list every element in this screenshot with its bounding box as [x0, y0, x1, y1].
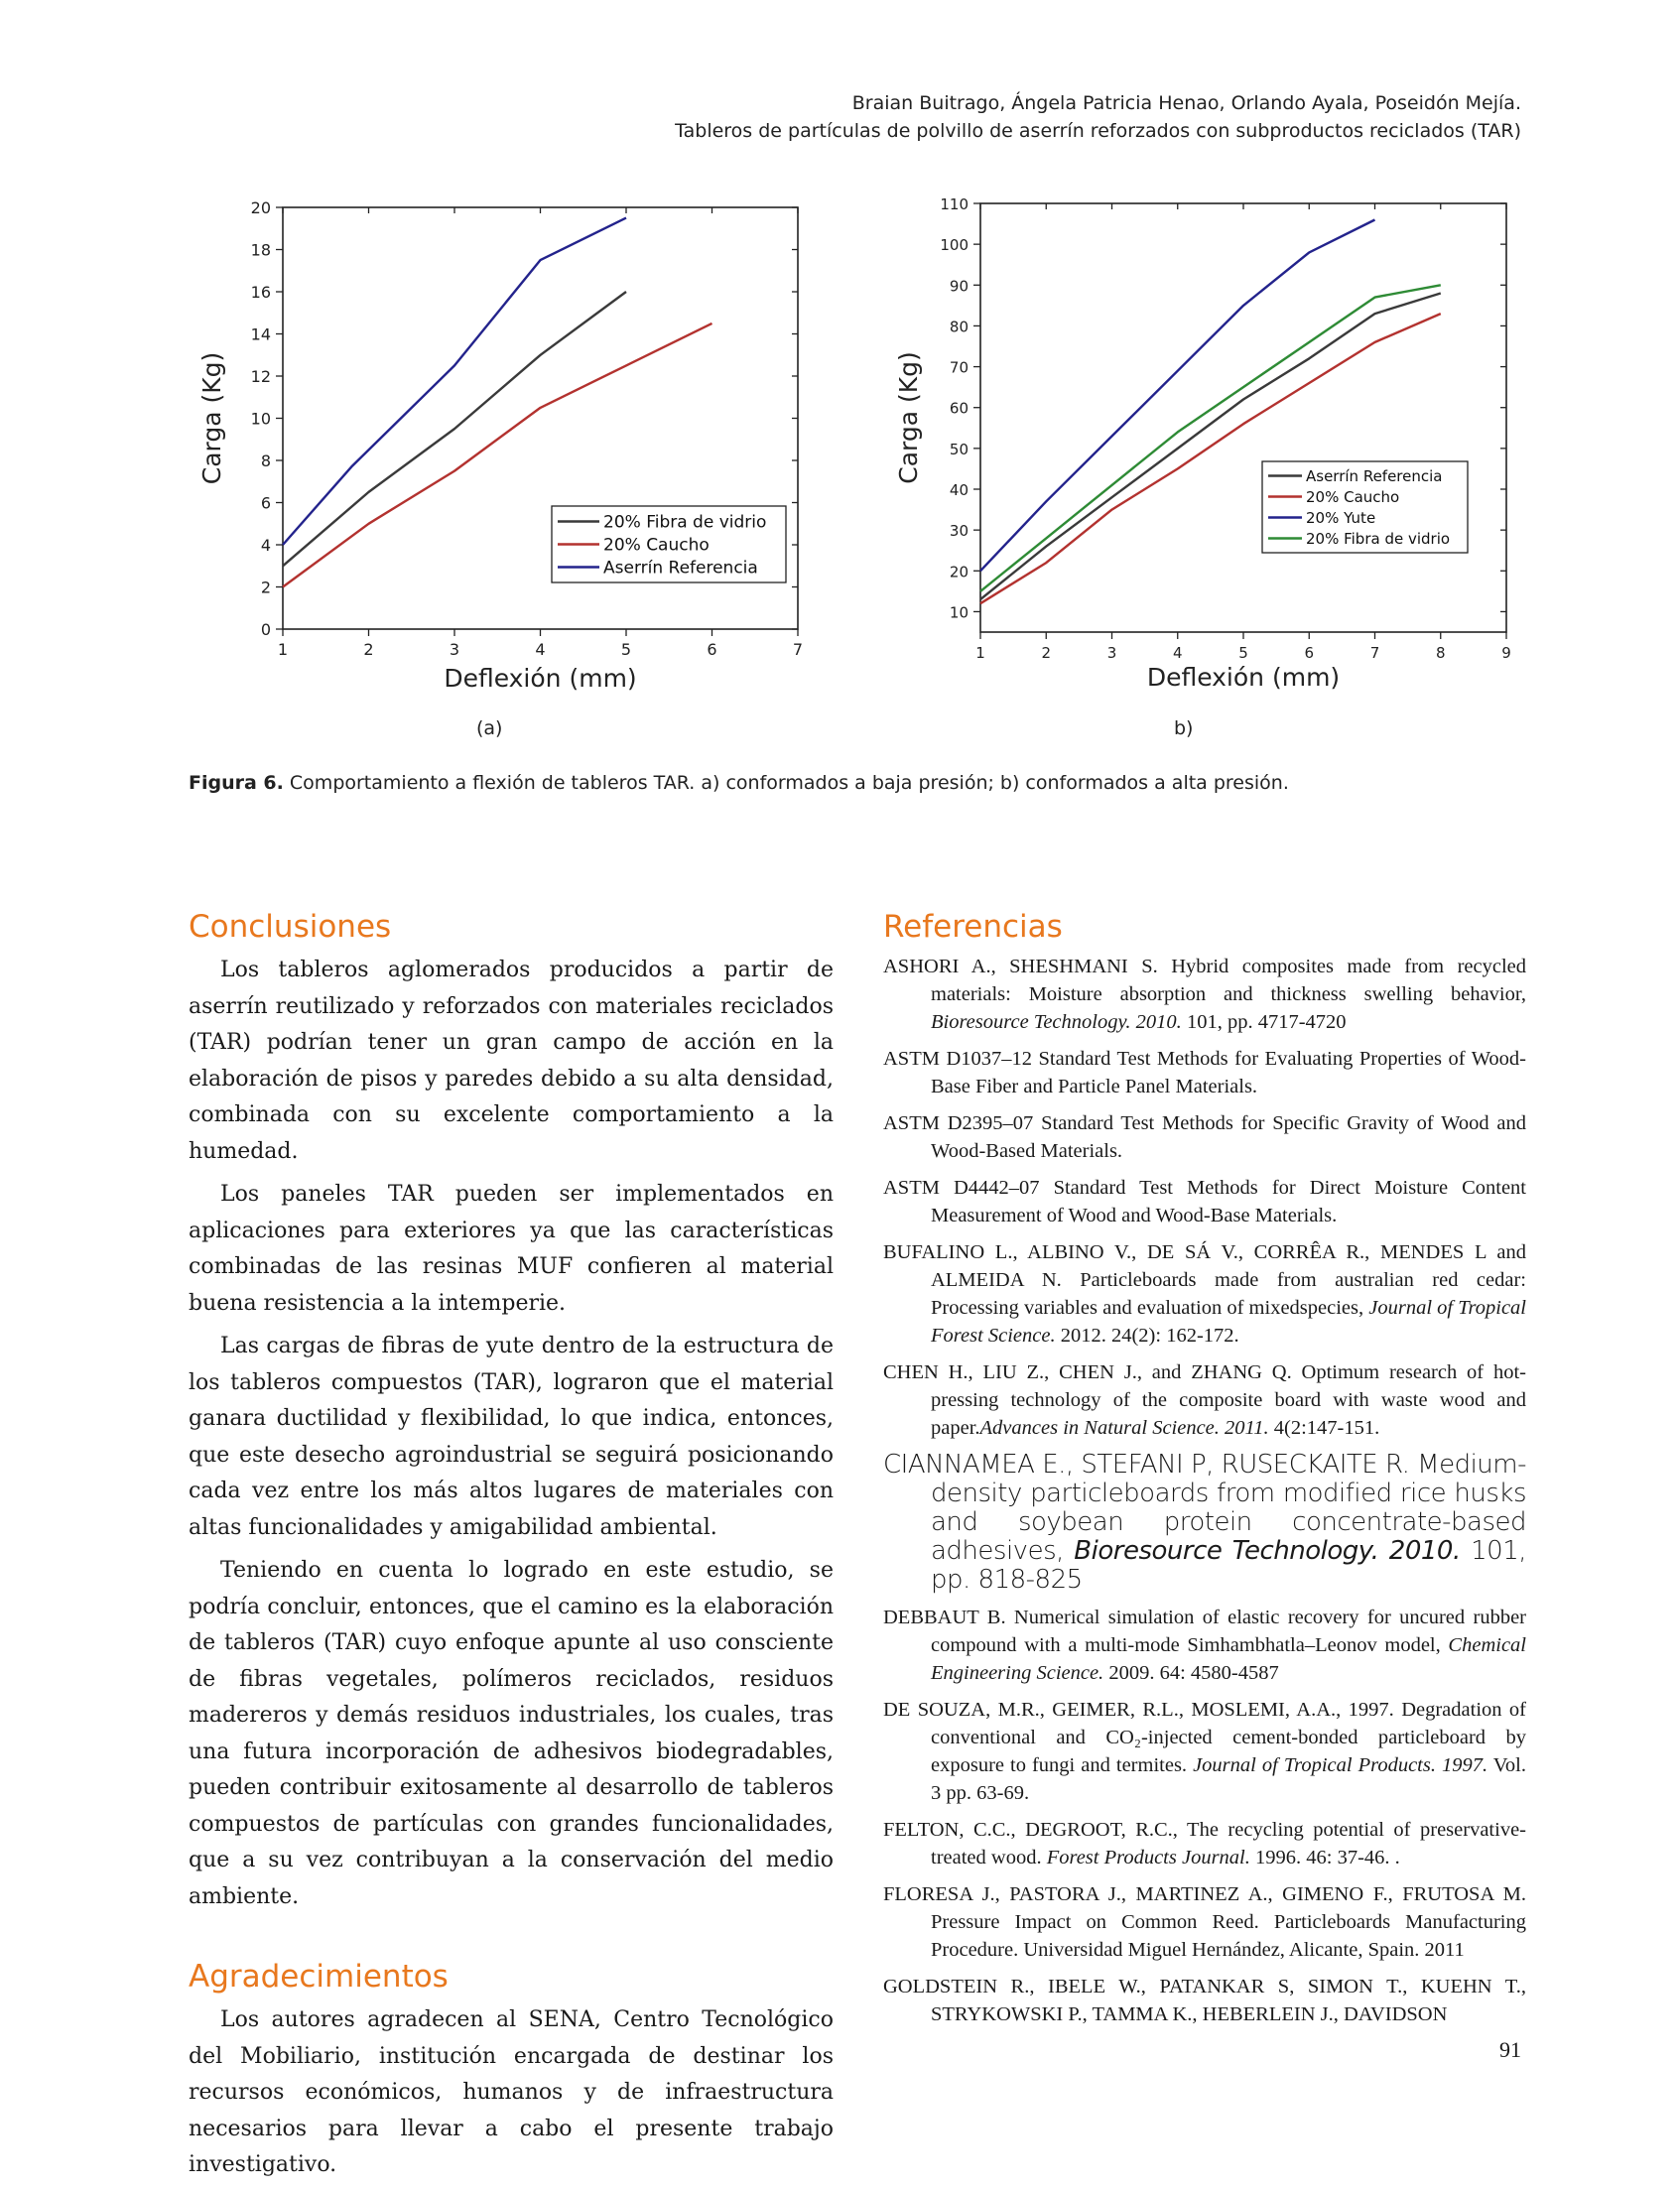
- reference-text: CIANNAMEA E., STEFANI P, RUSECKAITE R. Medium-density particleboards from modified rice husks and soybean protein concentrate-based adhesives,: [883, 1450, 1526, 1566]
- chart-svg: [179, 193, 824, 709]
- y-tick-label: 20: [949, 563, 969, 581]
- caption-label: Figura 6.: [189, 772, 284, 794]
- referencias-heading: Referencias: [883, 909, 1063, 945]
- x-tick-label: 5: [620, 640, 632, 659]
- conclusion-paragraph-2: Los paneles TAR pueden ser implementados en aplicaciones para exteriores ya que las características combinadas de las resinas MUF confieren al material buena resistencia a la intemperie.: [189, 1182, 834, 1316]
- reference-details: Vol. 3 pp. 63-69.: [931, 1754, 1526, 1804]
- caption-text: Comportamiento a flexión de tableros TAR. a) conformados a baja presión; b) conformados a alta presión.: [283, 772, 1289, 794]
- reference-details: 2012. 24(2): 162-172.: [1055, 1325, 1239, 1347]
- x-tick-label: 7: [1369, 644, 1380, 662]
- y-tick-label: 6: [260, 493, 271, 513]
- x-tick-label: 2: [1041, 644, 1052, 662]
- legend-entry: Aserrín Referencia: [1306, 466, 1443, 485]
- reference-text: CHEN H., LIU Z., CHEN J., and ZHANG Q. Optimum research of hot-pressing technology of the composite board with waste wood and paper.: [883, 1361, 1526, 1439]
- reference-list: [883, 953, 1526, 2028]
- y-tick-label: 110: [940, 195, 969, 213]
- running-header: [675, 89, 1521, 145]
- chart-a: [179, 193, 824, 714]
- reference-text: DE SOUZA, M.R., GEIMER, R.L., MOSLEMI, A.A., 1997. Degradation of conventional and CO₂-injected cement-bonded particleboard by exposure to fungi and termites.: [883, 1699, 1526, 1776]
- x-tick-label: 3: [1106, 644, 1117, 662]
- reference-journal: Chemical Engineering Science.: [931, 1634, 1526, 1684]
- x-tick-label: 9: [1501, 644, 1511, 662]
- header-authors: Braian Buitrago, Ángela Patricia Henao, Orlando Ayala, Poseidón Mejía.: [851, 92, 1521, 114]
- legend-entry: 20% Caucho: [603, 535, 710, 556]
- conclusiones-heading: Conclusiones: [189, 909, 392, 945]
- y-axis-label: Carga (Kg): [894, 351, 923, 484]
- x-tick-label: 2: [363, 640, 374, 659]
- series-line-3: [283, 218, 626, 545]
- chart-b: [873, 193, 1528, 714]
- y-tick-label: 8: [260, 451, 271, 470]
- reference-text: FLORESA J., PASTORA J., MARTINEZ A., GIMENO F., FRUTOSA M. Pressure Impact on Common Reed. Particleboards Manufacturing Procedure. Universidad Miguel Hernández, Alicante, Spain. 2011: [883, 1883, 1526, 1961]
- reference-journal: Forest Products Journal.: [1046, 1847, 1250, 1869]
- y-tick-label: 70: [949, 358, 969, 377]
- plot-frame: [980, 203, 1506, 632]
- x-axis-label: Deflexión (mm): [444, 664, 637, 693]
- x-tick-label: 7: [792, 640, 804, 659]
- chart-a-label: (a): [476, 717, 503, 739]
- reference-text: GOLDSTEIN R., IBELE W., PATANKAR S, SIMON T., KUEHN T., STRYKOWSKI P., TAMMA K., HEBERLEIN J., DAVIDSON: [883, 1976, 1526, 2025]
- x-tick-label: 4: [535, 640, 546, 659]
- y-tick-label: 12: [250, 367, 271, 386]
- reference-text: ASHORI A., SHESHMANI S. Hybrid composites made from recycled materials: Moisture absorption and thickness swelling behavior,: [883, 956, 1526, 1005]
- series-line-2: [980, 314, 1441, 603]
- reference-item: [883, 1451, 1526, 1595]
- reference-item: [883, 1880, 1526, 1964]
- reference-item: [883, 1238, 1526, 1350]
- y-tick-label: 10: [949, 603, 969, 622]
- y-tick-label: 2: [260, 578, 271, 597]
- reference-journal: Advances in Natural Science. 2011.: [979, 1417, 1269, 1439]
- conclusion-paragraph-3: Las cargas de fibras de yute dentro de la estructura de los tableros compuestos (TAR), lograron que el material ganara ductilidad y flexibilidad, lo que indica, entonces, que este desecho agroindustrial se seguirá posicionando cada vez entre los más altos lugares de materiales con altas funcionalidades y amigabilidad ambiental.: [189, 1334, 834, 1540]
- x-tick-label: 1: [975, 644, 985, 662]
- conclusion-paragraph-4: Teniendo en cuenta lo logrado en este estudio, se podría concluir, entonces, que el camino es la elaboración de tableros (TAR) cuyo enfoque apunte al uso consciente de fibras vegetales, polímeros reciclados, residuos madereros y demás residuos industriales, los cuales, tras una futura incorporación de adhesivos biodegradables, pueden contribuir exitosamente al desarrollo de tableros compuestos de partículas con grandes funcionalidades, que a su vez contribuyan a la conservación del medio ambiente.: [189, 1558, 834, 1909]
- reference-journal: Bioresource Technology. 2010.: [931, 1011, 1182, 1033]
- reference-item: [883, 1174, 1526, 1229]
- reference-item: [883, 953, 1526, 1036]
- chart-b-label: b): [1174, 717, 1194, 739]
- legend-entry: 20% Fibra de vidrio: [603, 512, 767, 533]
- reference-details: 101, pp. 4717-4720: [1181, 1011, 1347, 1033]
- y-tick-label: 16: [250, 283, 271, 302]
- reference-details: 101, pp. 818-825: [931, 1536, 1527, 1595]
- y-tick-label: 10: [250, 409, 271, 429]
- reference-item: [883, 1045, 1526, 1100]
- y-tick-label: 18: [250, 240, 271, 260]
- y-tick-label: 90: [949, 277, 969, 296]
- figure-caption: [189, 772, 1289, 794]
- y-tick-label: 60: [949, 399, 969, 418]
- reference-item: [883, 1973, 1526, 2028]
- reference-text: ASTM D2395–07 Standard Test Methods for Specific Gravity of Wood and Wood-Based Materials.: [883, 1112, 1526, 1162]
- reference-journal: Journal of Tropical Forest Science.: [931, 1297, 1526, 1347]
- reference-text: DEBBAUT B. Numerical simulation of elastic recovery for uncured rubber compound with a multi-mode Simhambhatla–Leonov model,: [883, 1607, 1526, 1656]
- x-tick-label: 5: [1238, 644, 1248, 662]
- reference-item: [883, 1358, 1526, 1442]
- x-tick-label: 6: [707, 640, 717, 659]
- y-tick-label: 30: [949, 522, 969, 541]
- reference-journal: Journal of Tropical Products. 1997.: [1193, 1754, 1488, 1776]
- agradecimientos-paragraph: Los autores agradecen al SENA, Centro Tecnológico del Mobiliario, institución encargada de destinar los recursos económicos, humanos y de infraestructura necesarios para llevar a cabo el presente trabajo investigativo.: [189, 2007, 834, 2177]
- y-tick-label: 50: [949, 440, 969, 458]
- left-column: [189, 905, 834, 2191]
- reference-item: [883, 1604, 1526, 1687]
- y-tick-label: 100: [940, 236, 969, 255]
- reference-details: 1996. 46: 37-46. .: [1249, 1847, 1400, 1869]
- reference-text: BUFALINO L., ALBINO V., DE SÁ V., CORRÊA R., MENDES L and ALMEIDA N. Particleboards made from australian red cedar: Processing variables and evaluation of mixedspecies,: [883, 1241, 1526, 1319]
- reference-item: [883, 1816, 1526, 1871]
- legend-entry: Aserrín Referencia: [603, 558, 758, 579]
- header-title: Tableros de partículas de polvillo de aserrín reforzados con subproductos reciclados (TAR): [675, 120, 1521, 142]
- reference-text: ASTM D4442–07 Standard Test Methods for Direct Moisture Content Measurement of Wood and Wood-Base Materials.: [883, 1177, 1526, 1226]
- y-tick-label: 20: [250, 198, 271, 217]
- legend-entry: 20% Caucho: [1306, 487, 1400, 506]
- right-column: [883, 905, 1526, 2037]
- x-tick-label: 1: [277, 640, 289, 659]
- x-axis-label: Deflexión (mm): [1146, 663, 1341, 692]
- reference-item: [883, 1696, 1526, 1807]
- legend-entry: 20% Yute: [1306, 508, 1376, 527]
- y-tick-label: 14: [250, 324, 271, 344]
- agradecimientos-heading: Agradecimientos: [189, 1959, 449, 1995]
- reference-journal: Bioresource Technology. 2010.: [1074, 1536, 1461, 1566]
- reference-details: 4(2:147-151.: [1268, 1417, 1380, 1439]
- x-tick-label: 8: [1435, 644, 1446, 662]
- x-tick-label: 4: [1172, 644, 1183, 662]
- legend-entry: 20% Fibra de vidrio: [1306, 529, 1451, 548]
- reference-text: FELTON, C.C., DEGROOT, R.C., The recycling potential of preservative-treated wood.: [883, 1819, 1526, 1869]
- reference-item: [883, 1109, 1526, 1165]
- page-number: 91: [1499, 2037, 1521, 2062]
- y-tick-label: 80: [949, 318, 969, 336]
- reference-details: 2009. 64: 4580-4587: [1103, 1662, 1279, 1684]
- y-tick-label: 4: [260, 536, 271, 555]
- x-tick-label: 3: [449, 640, 460, 659]
- y-tick-label: 40: [949, 481, 969, 499]
- y-tick-label: 0: [260, 620, 271, 639]
- x-tick-label: 6: [1304, 644, 1315, 662]
- chart-svg: [873, 193, 1528, 709]
- reference-text: ASTM D1037–12 Standard Test Methods for Evaluating Properties of Wood-Base Fiber and Particle Panel Materials.: [883, 1048, 1526, 1097]
- conclusion-paragraph-1: Los tableros aglomerados producidos a partir de aserrín reutilizado y reforzados con materiales reciclados (TAR) podrían tener un gran campo de acción en la elaboración de pisos y paredes debido a su alta densidad, combinada con su excelente comportamiento a la humedad.: [189, 958, 834, 1164]
- y-axis-label: Carga (Kg): [197, 351, 226, 485]
